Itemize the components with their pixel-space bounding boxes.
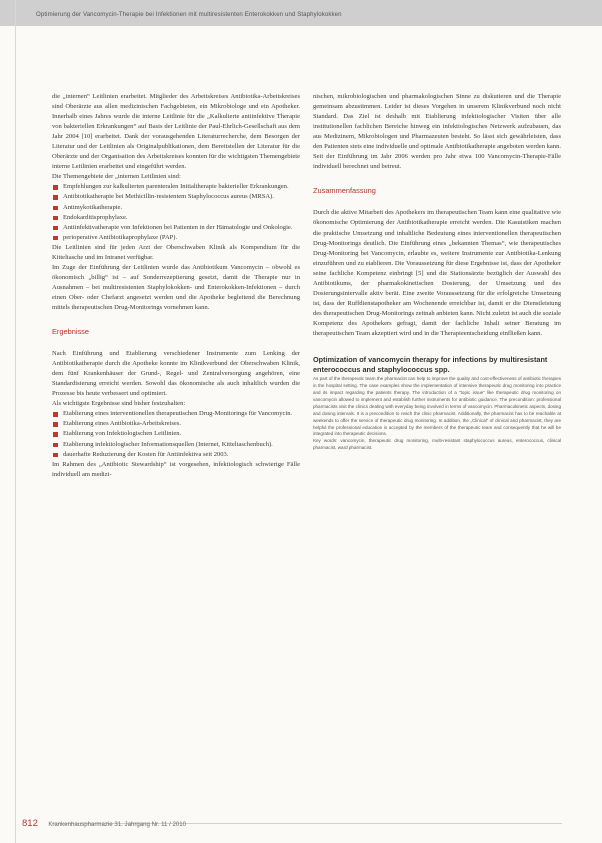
page-footer <box>22 813 186 831</box>
results-list <box>52 409 300 459</box>
header-title: Optimierung der Vancomycin-Therapie bei Infektionen mit multiresistenten Enterokokken und Staphylokokken <box>36 11 342 18</box>
english-abstract: As part of the therapeutic team the pharmacist can help to improve the quality and cost-effectiveness of antibiotic therapies in the hospital setting. The case examples show the implementation of intensive therapeutic drug monitoring into practice and its impact regarding the patients therapy. The introduction of a “topic issue” like therapeutic drug monitoring on vancomycin allowed to implement and establish further instruments for antibiotic guidance. The precondition: professional pharmacists visit the clinics dealing with everyday being involved in terms of vancomycin. Pharmacokinetic aspects, dosing and dosing intervals. It is a precondition to reach the clinic pharmacist. Additionally, the pharmacist has to be reachable at weekends to offer the service of therapeutic drug monitoring. In addition, the „Clinical“ of clinical and pharmacist, they are helpful the professional education is accepted by the members of the therapeutic team and consequently that he will be integrated into therapeutic decisions. <box>313 376 561 437</box>
list-item: dauerhafte Reduzierung der Kosten für Antiinfektiva seit 2003. <box>52 450 300 460</box>
paragraph: Die Themengebiete der „internen Leitlinien sind: <box>52 173 181 181</box>
left-column <box>52 92 300 480</box>
topics-list <box>52 182 300 242</box>
paragraph: Im Rahmen des „Antibiotic Stewardship“ ist vorgesehen, infektiologisch schwierige Fälle individuell am medizi- <box>52 460 300 478</box>
paragraph: nischen, mikrobiologischen und pharmakologischen Sinne zu diskutieren und die Therapie gemeinsam abzustimmen. Leider ist dieses Vorgehen in unserem Klinikverbund noch nicht Standard. Das Ziel ist deshalb mit Etablierung infektiologischer Visiten über alle institutionellen fachlichen Bereiche hinweg ein infektiologisches Netzwerk aufzubauen, das aus Medizinern, Mikrobiologen und Pharmazeuten besteht. So lässt sich gewährleisten, dass den Patienten stets eine individuelle und optimale Antibiotikatherapie angeboten werden kann. Seit der Einführung im Jahr 2006 werden pro Jahr etwa 100 Vancomycin-Therapie-Fälle individuell berechnet und betreut. <box>313 93 561 171</box>
list-item: Etablierung von Infektiologischen Leitlinien. <box>52 429 300 439</box>
list-item: Antibiotikatherapie bei Methicillin-resistentem Staphylococcus aureus (MRSA). <box>52 192 300 202</box>
paragraph: Die Leitlinien sind für jeden Arzt der Oberschwaben Klinik als Kompendium für die Kitteltasche und im Intranet verfügbar. <box>52 243 300 261</box>
list-item: Empfehlungen zur kalkulierten parenteralen Initialtherapie bakterieller Erkrankungen. <box>52 182 300 192</box>
page-number: 812 <box>22 818 38 829</box>
keywords: Key words: vancomycin, therapeutic drug monitoring, multi-resistant staphylococcus aureus, enterococcus, clinical pharmacist, ward pharmacist. <box>313 438 561 451</box>
list-item: Etablierung infektiologischer Informationsquellen (Internet, Kitteltaschenbuch). <box>52 440 300 450</box>
list-item: Antimykotikatherapie. <box>52 203 300 213</box>
margin-rule <box>15 0 16 843</box>
list-item: Endokarditisprophylaxe. <box>52 213 300 223</box>
paragraph: Im Zuge der Einführung der Leitlinien wurde das Antibiotikum Vancomycin – obwohl es ökonomisch „billig“ ist – auf Sonderrezeptierung gesetzt, damit die Therapie nur in Ausnahmen – bei multiresistenten Staphylokokken- und Enterokokken-Infektionen – durch einen Ober- oder Chefarzt angesetzt werden und die Apotheke begleitend die Berechnung mittels therapeutischen Drug-Monitorings vornehmen kann. <box>52 263 300 311</box>
section-heading: Zusammenfassung <box>313 186 376 196</box>
running-header <box>0 0 602 26</box>
right-column <box>313 92 561 452</box>
paragraph: Nach Einführung und Etablierung verschiedener Instrumente zum Lenking der Antibiotikatherapie durch die Apotheke konnte im Klinikverbund der Oberschwaben Klinik, dem fünf Krankenhäuser der Grund-, Regel- und Zentralversorgung angehören, eine Standardisierung erreicht werden. Sowohl das ökonomische als auch inhaltlich wurden die Prozesse bis heute verbessert und optimiert. <box>52 350 300 398</box>
list-item: Etablierung eines interventionellen therapeutischen Drug-Monitorings für Vancomycin. <box>52 409 300 419</box>
paragraph: die „internen“ Leitlinien erarbeitet. Mitglieder des Arbeitskreises Antibiotika-Arbeitskreises sind Oberärzte aus allen medizinischen Fachgebieten, ein Mikrobiologe und ein Apotheker. Innerhalb eines Jahres wurde die interne Leitlinie für die „Kalkulierte antiinfektive Therapie von bakteriellen Erkrankungen“ auf Basis der Leitlinie der Paul-Ehrlich-Gesellschaft aus dem Jahr 2004 [10] erarbeitet. Dank der vorausgehenden Literaturrecherche, dem Besorgen der Literatur und der Leitlinien als Originalpublikationen, dem Bereitstellen der Literatur für die Oberärzte und der Organisation des Arbeitskreises konnten für die wichtigsten Themengebiete interne Leitlinien erarbeitet und eingeführt werden. <box>52 93 300 171</box>
journal-info: Krankenhauspharmazie 31. Jahrgang Nr. 11 / 2010 <box>48 821 187 828</box>
paragraph: Als wichtigste Ergebnisse sind bisher festzuhalten: <box>52 400 186 408</box>
list-item: perioperative Antibiotikaprophylaxe (PAP). <box>52 233 300 243</box>
paragraph: Durch die aktive Mitarbeit des Apothekers im therapeutischen Team kann eine qualitative wie ökonomische Optimierung der Antibiotikatherapie erreicht werden. Die Kasuistiken machen die praktische Umsetzung und inhaltliche Bedeutung eines interventionellen therapeutischen Drug-Monitorings deutlich. Die Einführung eines „bekannten Themas“, wie therapeutisches Drug-Monitoring bei Vancomycin, erlaubte es, weitere Instrumente zur Antibiotika-Lenkung einzuführen und zu etablieren. Die Voraussetzung für diese Ergebnisse ist, dass der Apotheker seine fachliche Kompetenz einbringt [5] und die Stationsärzte bezüglich der Auswahl des Antibiotikums, der pharmakokinetischen Dosierung, der Umsetzung und des Dosierungsintervalle aktiv berät. Eine zweite Voraussetzung für die erfolgreiche Umsetzung ist, dass der Ruffdienstapotheker am Wochenende erreichbar ist, damit er die Dienstleistung des therapeutischen Drug-Monitorings zeitnah anbieten kann. Nicht zuletzt ist auch die soziale Kompetenz des Apothekers gefragt, damit der fachliche Inhalt seiner Beratung im therapeutischen Team akzeptiert wird und in die Therapieentscheidung einfließen kann. <box>313 209 561 337</box>
english-title: Optimization of vancomycin therapy for infections by multiresistant enterococcus and staphylococcus spp. <box>313 355 548 374</box>
list-item: Etablierung eines Antibiotika-Arbeitskreises. <box>52 419 300 429</box>
section-heading: Ergebnisse <box>52 327 89 337</box>
list-item: Antiinfektivatherapie von Infektionen bei Patienten in der Hämatologie und Onkologie. <box>52 223 300 233</box>
